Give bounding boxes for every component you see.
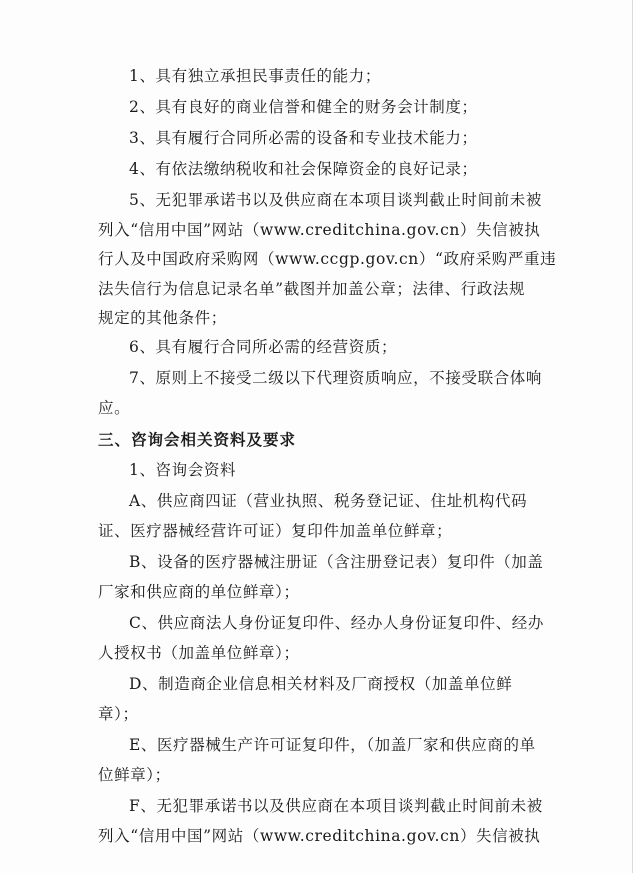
- text-line: 3、具有履行合同所必需的设备和专业技术能力；: [129, 129, 478, 147]
- text-line: 人授权书（加盖单位鲜章）；: [98, 643, 300, 662]
- subsection-heading: [98, 456, 538, 486]
- text-line: 章）；: [98, 704, 139, 723]
- requirement-7: [98, 364, 542, 423]
- text-line: 证、医疗器械经营许可证）复印件加盖单位鲜章；: [98, 521, 453, 540]
- section-heading: [98, 425, 538, 455]
- requirement-5: [98, 186, 557, 334]
- text-line: 法失信行为信息记录名单”截图并加盖公章；法律、行政法规: [98, 279, 526, 298]
- text-line: C、供应商法人身份证复印件、经办人身份证复印件、经办: [129, 614, 544, 632]
- material-d: [98, 670, 538, 729]
- material-e: [98, 731, 538, 790]
- requirement-2: [98, 93, 538, 123]
- requirement-4: [98, 155, 538, 185]
- text-line: 1、具有独立承担民事责任的能力；: [129, 67, 381, 85]
- text-line: 6、具有履行合同所必需的经营资质；: [129, 338, 398, 356]
- text-line: 1、咨询会资料: [129, 461, 237, 479]
- text-line: 列入“信用中国”网站（www.creditchina.gov.cn）失信被执: [98, 220, 541, 239]
- text-line: A、供应商四证（营业执照、税务登记证、住址机构代码: [129, 492, 528, 510]
- material-c: [98, 609, 544, 668]
- text-line: D、制造商企业信息相关材料及厂商授权（加盖单位鲜: [129, 675, 513, 693]
- text-line: 7、原则上不接受二级以下代理资质响应，不接受联合体响: [129, 369, 542, 387]
- material-f: [98, 792, 543, 851]
- requirement-6: [98, 333, 538, 363]
- material-a: [98, 487, 538, 546]
- requirement-1: [98, 62, 538, 92]
- requirement-3: [98, 124, 538, 154]
- text-line: E、医疗器械生产许可证复印件，（加盖厂家和供应商的单: [129, 736, 536, 754]
- text-line: 位鲜章）；: [98, 765, 171, 784]
- text-line: 列入“信用中国”网站（www.creditchina.gov.cn）失信被执: [98, 826, 541, 845]
- text-line: 5、无犯罪承诺书以及供应商在本项目谈判截止时间前未被: [129, 191, 542, 209]
- text-line: B、设备的医疗器械注册证（含注册登记表）复印件（加盖: [129, 553, 544, 571]
- text-line: 行人及中国政府采购网（www.ccgp.gov.cn）“政府采购严重违: [98, 250, 557, 268]
- text-line: 厂家和供应商的单位鲜章）；: [98, 582, 300, 601]
- text-line: 4、有依法缴纳税收和社会保障资金的良好记录；: [129, 160, 478, 178]
- text-line: F、无犯罪承诺书以及供应商在本项目谈判截止时间前未被: [129, 797, 543, 815]
- text-line: 应。: [98, 398, 131, 417]
- text-line: 规定的其他条件；: [98, 309, 227, 327]
- material-b: [98, 548, 544, 607]
- section-title: 三、咨询会相关资料及要求: [98, 430, 297, 449]
- text-line: 2、具有良好的商业信誉和健全的财务会计制度；: [129, 98, 478, 116]
